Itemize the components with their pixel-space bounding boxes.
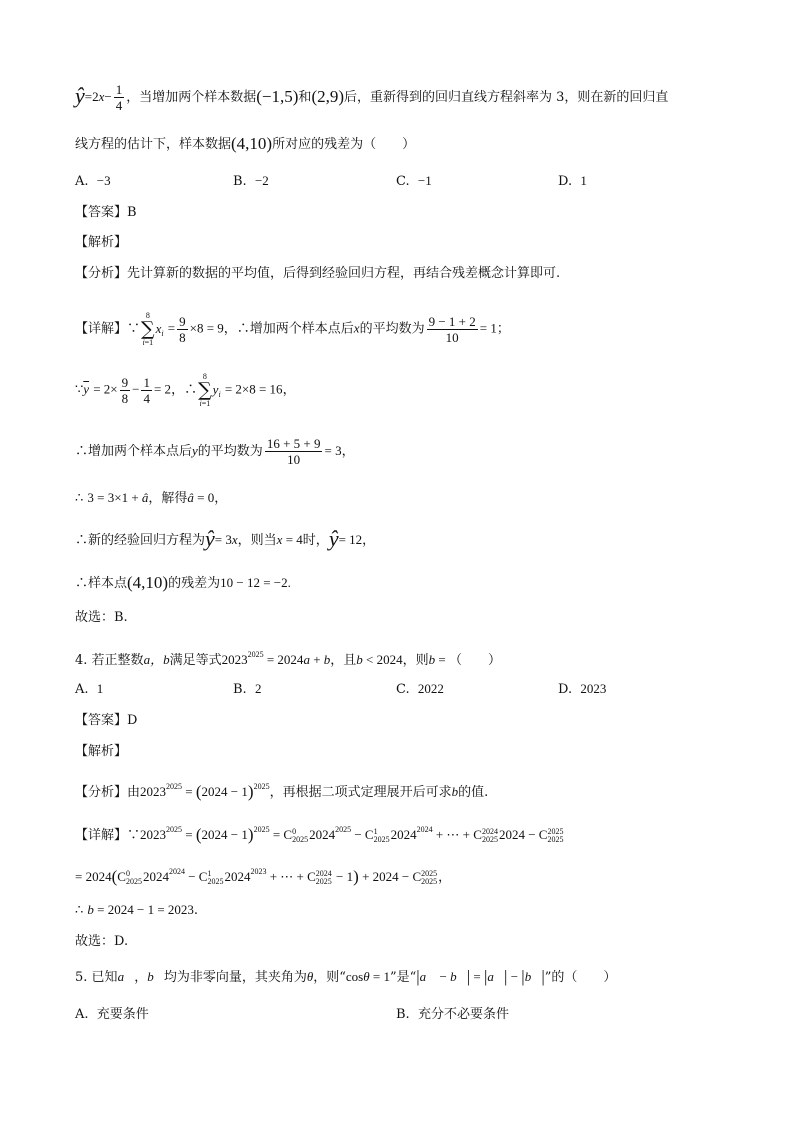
q4-detail-line1: 【详解】$\because 2023^{2025} = (2024 - 1)^{2025} = C$ 0 2025 $2024^{2025} - C$ 1 2025 $2024^{2024}$ + ⋯ + C 2024 2025 2024 − C 2025 2025: [75, 825, 564, 845]
q3-stem-end: 后，重新得到的回归直线方程斜率为 3，则在新的回归直: [344, 90, 669, 105]
q5-option-a: A. 充要条件: [75, 1007, 149, 1022]
q3-option-b: B. −2: [233, 173, 269, 189]
q3-stem-line1: ŷ=2x− $\frac{1}{4}$ ，当增加两个样本数据(−1,5)和(2,9)后，重新得到的回归直线方程斜率为 3，则在新的回归直: [75, 82, 669, 113]
q4-final: 故选：D.: [75, 934, 129, 949]
q3-detail-line4: ∴ 3 = 3×1 + â，解得â = 0，: [75, 490, 228, 506]
q4-stem: 4. 若正整数a，b满足等式$2023^{2025} = 2024a + b$，且b < 2024，则b = （ ）: [75, 650, 502, 668]
q3-detail-line2: $\because\overline{y} = 2\times$ $\frac{9}{8}$ − $\frac{1}{4}$ = 2，∴ 8 ∑ i=1 $y_i = 2\times 8 = 16$，: [75, 372, 296, 408]
q3-detail-line3: ∴增加两个样本点后y的平均数为 $\frac{16 + 5 + 9}{10}$ = 3，: [75, 436, 355, 467]
q5-option-b: B. 充分不必要条件: [396, 1007, 509, 1022]
q4-option-c: C. 2022: [396, 681, 444, 697]
q4-detail-line3: ∴ b = 2024 − 1 = 2023.: [75, 902, 199, 918]
q3-and: 和: [298, 90, 312, 105]
sum-symbol: 8 ∑ i=1: [141, 311, 155, 347]
q3-detail-line1: 【详解】∵ 8 ∑ i=1 $x_i$ = $\frac{9}{8}$ ×8 = 9，∴增加两个样本点后x的平均数为 $\frac{9 - 1 + 2}{10}$ = 1；: [75, 311, 510, 347]
q3-final: 故选：B.: [75, 610, 128, 625]
q3-option-d: D. 1: [558, 173, 587, 189]
q3-stem-line2-b: 所对应的残差为（ ）: [272, 137, 416, 152]
q3-point3: (4,10): [231, 134, 273, 153]
q3-point2: (2,9): [311, 87, 345, 106]
q3-detail-line5: ∴新的经验回归方程为ŷ= 3x，则当x = 4时，ŷ= 12，: [75, 526, 376, 551]
q4-option-a: A. 1: [75, 681, 104, 697]
q4-detail-line2: = 2024(C 0 2025 $2024^{2024} - C$ 1 2025 $2024^{2023}$ + ⋯ + C 2024 2025 − 1) + 2024 − C 2025 2025 ，: [75, 867, 452, 887]
answer-label: 【答案】: [75, 205, 128, 220]
q3-analysis-label: 【解析】: [75, 235, 128, 250]
q4-option-d: D. 2023: [558, 681, 607, 697]
q3-stem-mid: ，当增加两个样本数据: [126, 90, 257, 105]
fraction-one-quarter: $\frac{1}{4}$: [115, 82, 123, 113]
q4-answer: 【答案】D: [75, 713, 138, 728]
q3-fenxi: 【分析】先计算新的数据的平均值，后得到经验回归方程，再结合残差概念计算即可.: [75, 266, 561, 281]
q3-option-c: C. −1: [396, 173, 432, 189]
q4-option-b: B. 2: [233, 681, 262, 697]
q5-stem: 5. 已知a⃗，b⃗均为非零向量，其夹角为θ，则“cosθ = 1”是“|a⃗ − b⃗| = |a⃗| − |b⃗|”的（ ）: [75, 967, 617, 986]
q3-stem-line2: [75, 134, 415, 155]
answer-value: B: [127, 205, 137, 220]
q3-option-a: A. −3: [75, 173, 111, 189]
q3-detail-line6: ∴样本点(4,10)的残差为10 − 12 = −2.: [75, 573, 291, 592]
q3-answer: [75, 203, 137, 223]
q4-analysis-label: 【解析】: [75, 744, 128, 759]
q4-fenxi: 【分析】由$2023^{2025} = (2024 - 1)^{2025}$，再根据二项式定理展开后可求b的值.: [75, 782, 489, 801]
q3-stem-line2-a: 线方程的估计下，样本数据: [75, 137, 232, 152]
q3-point1: (−1,5): [256, 87, 299, 106]
y-hat-symbol: ŷ: [75, 83, 85, 108]
